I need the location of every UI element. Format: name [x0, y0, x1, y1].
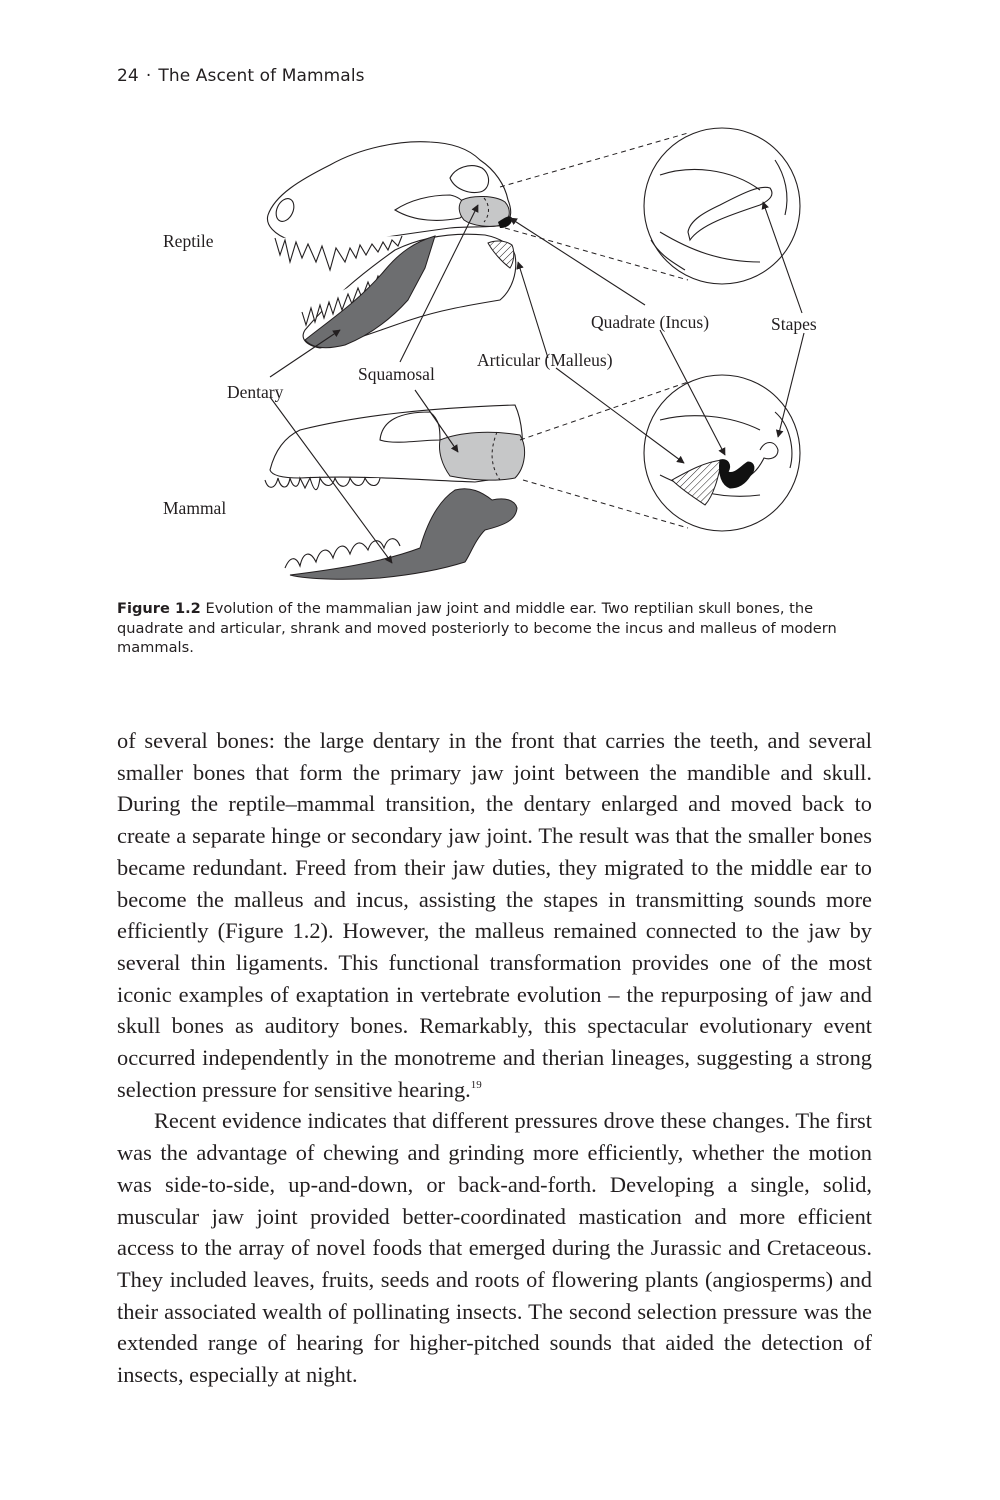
- running-head: [117, 66, 365, 86]
- figure-jaw-evolution: [140, 125, 860, 595]
- mammal-upper-teeth: [265, 478, 380, 490]
- mammal-squamosal: [439, 432, 524, 480]
- figure-number: Figure 1.2: [117, 600, 201, 617]
- label-quadrate-incus: Quadrate (Incus): [591, 312, 710, 332]
- label-squamosal: Squamosal: [358, 364, 435, 384]
- page-number: 24: [117, 66, 139, 86]
- mammal-malleus: [672, 460, 722, 505]
- reptile-skull: [267, 142, 515, 348]
- mammal-dentary: [290, 489, 517, 580]
- reptile-ear-inset: [644, 128, 800, 284]
- mammal-ear-inset: [644, 375, 800, 531]
- paragraph-1: [117, 725, 872, 1105]
- label-stapes: Stapes: [771, 314, 817, 334]
- footnote-reference[interactable]: 19: [470, 1078, 482, 1091]
- label-arrows: [270, 202, 804, 563]
- label-reptile: Reptile: [163, 231, 214, 251]
- figure-caption: [117, 599, 883, 658]
- paragraph-2: Recent evidence indicates that different pressures drove these changes. The first was the advantage of chewing and grinding more efficiently, whether the motion was side-to-side, up-and-down, or back-and-forth. Developing a single, solid, muscular jaw joint provided better-coordinated mastication and more efficient access to the array of novel foods that emerged during the Jurassic and Cretaceous. They included leaves, fruits, seeds and roots of flowering plants (angiosperms) and their associated wealth of pollinating insects. The second selection pressure was the extended range of hearing for higher-pitched sounds that aided the detection of insects, especially at night.: [117, 1108, 872, 1388]
- figure-illustration: [140, 125, 860, 595]
- label-mammal: Mammal: [163, 498, 227, 518]
- running-head-separator: ·: [145, 66, 152, 86]
- body-text: [117, 725, 872, 1391]
- paragraph-1-text: of several bones: the large dentary in the front that carries the teeth, and several smaller bones that form the primary jaw joint between the mandible and skull. During the reptile–mammal transition, the dentary enlarged and moved back to create a separate hinge or secondary jaw joint. The result was that the smaller bones became redundant. Freed from their jaw duties, they migrated to the middle ear to become the malleus and incus, assisting the stapes in transmitting sounds more efficiently (Figure 1.2). However, the malleus remained connected to the jaw by several thin ligaments. This functional transformation provides one of the most iconic examples of exaptation in vertebrate evolution – the repurposing of jaw and skull bones as auditory bones. Remarkably, this spectacular evolutionary event occurred independently in the monotreme and therian lineages, suggesting a strong selection pressure for sensitive hearing.: [117, 728, 872, 1102]
- mammal-skull: [265, 405, 522, 568]
- label-dentary: Dentary: [227, 382, 284, 402]
- caption-text: Evolution of the mammalian jaw joint and middle ear. Two reptilian skull bones, the quadrate and articular, shrank and moved posteriorly to become the incus and malleus of modern mammals.: [117, 600, 837, 656]
- book-title: The Ascent of Mammals: [158, 66, 365, 86]
- label-articular-malleus: Articular (Malleus): [477, 350, 613, 370]
- mammal-incus: [719, 460, 753, 488]
